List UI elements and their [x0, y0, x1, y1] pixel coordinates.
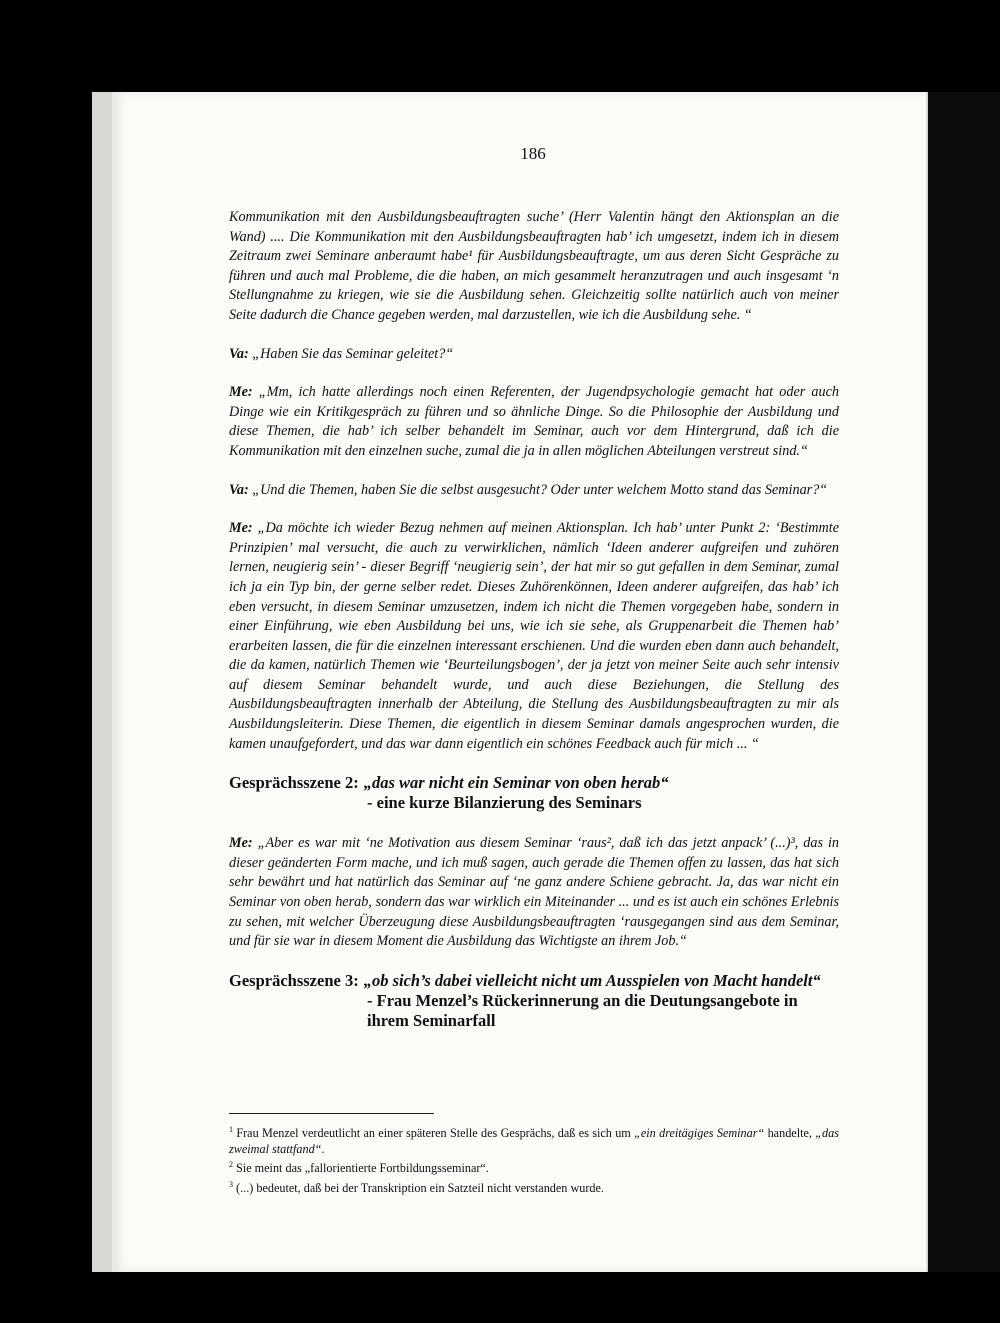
scene-heading-row: [229, 971, 839, 991]
scene-label: Gesprächsszene 3:: [229, 970, 359, 990]
page-body: [229, 208, 839, 1052]
footnote-mark: 2: [229, 1160, 233, 1170]
speaker-label: Me:: [229, 384, 253, 401]
footnote-mark: 1: [229, 1125, 233, 1134]
scene-label: Gesprächsszene 2:: [229, 773, 359, 793]
speaker-label: Me:: [229, 520, 253, 537]
paragraph: [229, 834, 839, 952]
paragraph-text: Kommunikation mit den Ausbildungsbeauftragten suche’ (Herr Valentin hängt den Aktionsplan an die Wand) .... Die Kommunikation mit den Ausbildungsbeauftragten hab’ ich umgesetzt, indem ich in diesem Zeitraum zwei Seminare anberaumt habe¹ für Ausbildungsbeauftragte, um aus deren Sicht Gespräche zu führen und auch mal Probleme, die die haben, an mich gesammelt heranzutragen und auch insgesamt ‘n Stellungnahme zu kriegen, wie sie die Ausbildung sehen. Gleichzeitig sollte natürlich auch von meiner Seite dadurch die Chance gegeben werden, mal darzustellen, wie ich die Ausbildung sehe. “: [229, 209, 839, 323]
footnote-italic: „ein dreitägiges Seminar“: [634, 1126, 765, 1141]
footnote-text: .: [321, 1141, 325, 1156]
paragraph-text: „Mm, ich hatte allerdings noch einen Referenten, der Jugendpsychologie gemacht hat oder auch Dinge wie ein Kritikgespräch zu führen und so ähnliche Dinge. So die Philosophie der Ausbildung und diese Themen, die hab’ ich selber behandelt im Seminar, auch vor dem Hintergrund, daß ich die Kommunikation mit den einzelnen suche, zumal die ja in allen möglichen Abteilungen verstreut sind.“: [229, 384, 840, 459]
scene-quote: „das war nicht ein Seminar von oben herab“: [363, 773, 669, 793]
paragraph-text: „Und die Themen, haben Sie die selbst ausgesucht? Oder unter welchem Motto stand das Seminar?“: [252, 481, 828, 498]
speaker-label: Va:: [229, 481, 249, 498]
paragraph: [229, 345, 839, 365]
footnote-italic: „das zweimal stattfand“: [229, 1126, 839, 1156]
scene-heading-row: [229, 773, 839, 793]
scene-subtitle: - Frau Menzel’s Rückerinnerung an die Deutungsangebote in ihrem Seminarfall: [367, 990, 798, 1030]
scene-heading-3: [229, 971, 839, 1031]
speaker-label: Me:: [229, 835, 253, 852]
scene-heading-2: [229, 773, 839, 813]
footnote-text: handelte,: [764, 1126, 816, 1141]
paragraph-text: „Haben Sie das Seminar geleitet?“: [252, 345, 454, 362]
footnote: [229, 1157, 839, 1177]
footnote-rule: [229, 1113, 434, 1114]
paragraph: [229, 208, 839, 326]
paragraph-text: „Aber es war mit ‘ne Motivation aus diesem Seminar ‘raus², daß ich das jetzt anpack’ (...)³, das in dieser geänderten Form mache, und ich muß sagen, auch gerade die Themen offen zu lassen, das hat sich sehr bewährt und hat natürlich das Seminar auf ‘ne ganz andere Schiene gebracht. Ja, das war nicht ein Seminar von oben herab, sondern das war wirklich ein Miteinander ... und es ist auch ein schönes Erlebnis zu sehen, mit welcher Überzeugung diese Ausbildungsbeauftragten ‘rausgegangen sind aus dem Seminar, und für sie war in diesem Moment die Ausbildung das Wichtigste an ihrem Job.“: [229, 835, 840, 950]
scene-subtitle: - eine kurze Bilanzierung des Seminars: [367, 793, 642, 813]
footnote-text: (...) bedeutet, daß bei der Transkription ein Satzteil nicht verstanden wurde.: [236, 1180, 604, 1195]
facing-page-shadow: [928, 92, 1000, 1272]
paragraph: [229, 383, 839, 461]
scene-quote: „ob sich’s dabei vielleicht nicht um Ausspielen von Macht handelt“: [363, 970, 821, 990]
footnote: [229, 1177, 839, 1197]
paragraph: [229, 519, 839, 754]
footnotes: [229, 1113, 839, 1196]
footnote-text: Frau Menzel verdeutlicht an einer späteren Stelle des Gesprächs, daß es sich um: [236, 1126, 635, 1141]
paragraph: [229, 481, 839, 501]
footnote: [229, 1122, 839, 1157]
footnote-mark: 3: [229, 1179, 233, 1189]
speaker-label: Va:: [229, 345, 249, 362]
page-number: 186: [520, 144, 546, 163]
paragraph-text: „Da möchte ich wieder Bezug nehmen auf meinen Aktionsplan. Ich hab’ unter Punkt 2: ‘Bestimmte Prinzipien’ mal versucht, die auch zu verwirklichen, nämlich ‘Ideen anderer aufgreifen und zuhören lernen, neugierig sein’ - dieser Begriff ‘neugierig sein’, der hat mir so gut gefallen in dem Seminar, zumal ich ja ein Typ bin, der gerne selber redet. Dieses Zuhörenkönnen, Ideen anderer aufgreifen, das hab’ ich eben versucht, in diesem Seminar umzusetzen, indem ich nicht die Themen vorgegeben habe, sondern in einer Einführung, wie eben Ausbildung bei uns, wie ich sie sehe, als Gruppenarbeit die Themen hab’ erarbeiten lassen, die für die einzelnen interessant erschienen. Und die wurden eben dann auch behandelt, die da kamen, natürlich Themen wie ‘Beurteilungsbogen’, der ja jetzt von meiner Seite auch sehr intensiv auf diesem Seminar behandelt wurde, und auch diese Beziehungen, die Stellung des Ausbildungsbeauftragten innerhalb der Abteilung, die Stellung des Ausbildungsbeauftragten zu mir als Ausbildungsleiterin. Diese Themen, die eigentlich in diesem Seminar damals angesprochen wurden, die kamen unaufgefordert, und das war dann eigentlich ein schönes Feedback auch für mich ... “: [229, 520, 839, 752]
footnote-text: Sie meint das „fallorientierte Fortbildungsseminar“.: [236, 1161, 489, 1176]
